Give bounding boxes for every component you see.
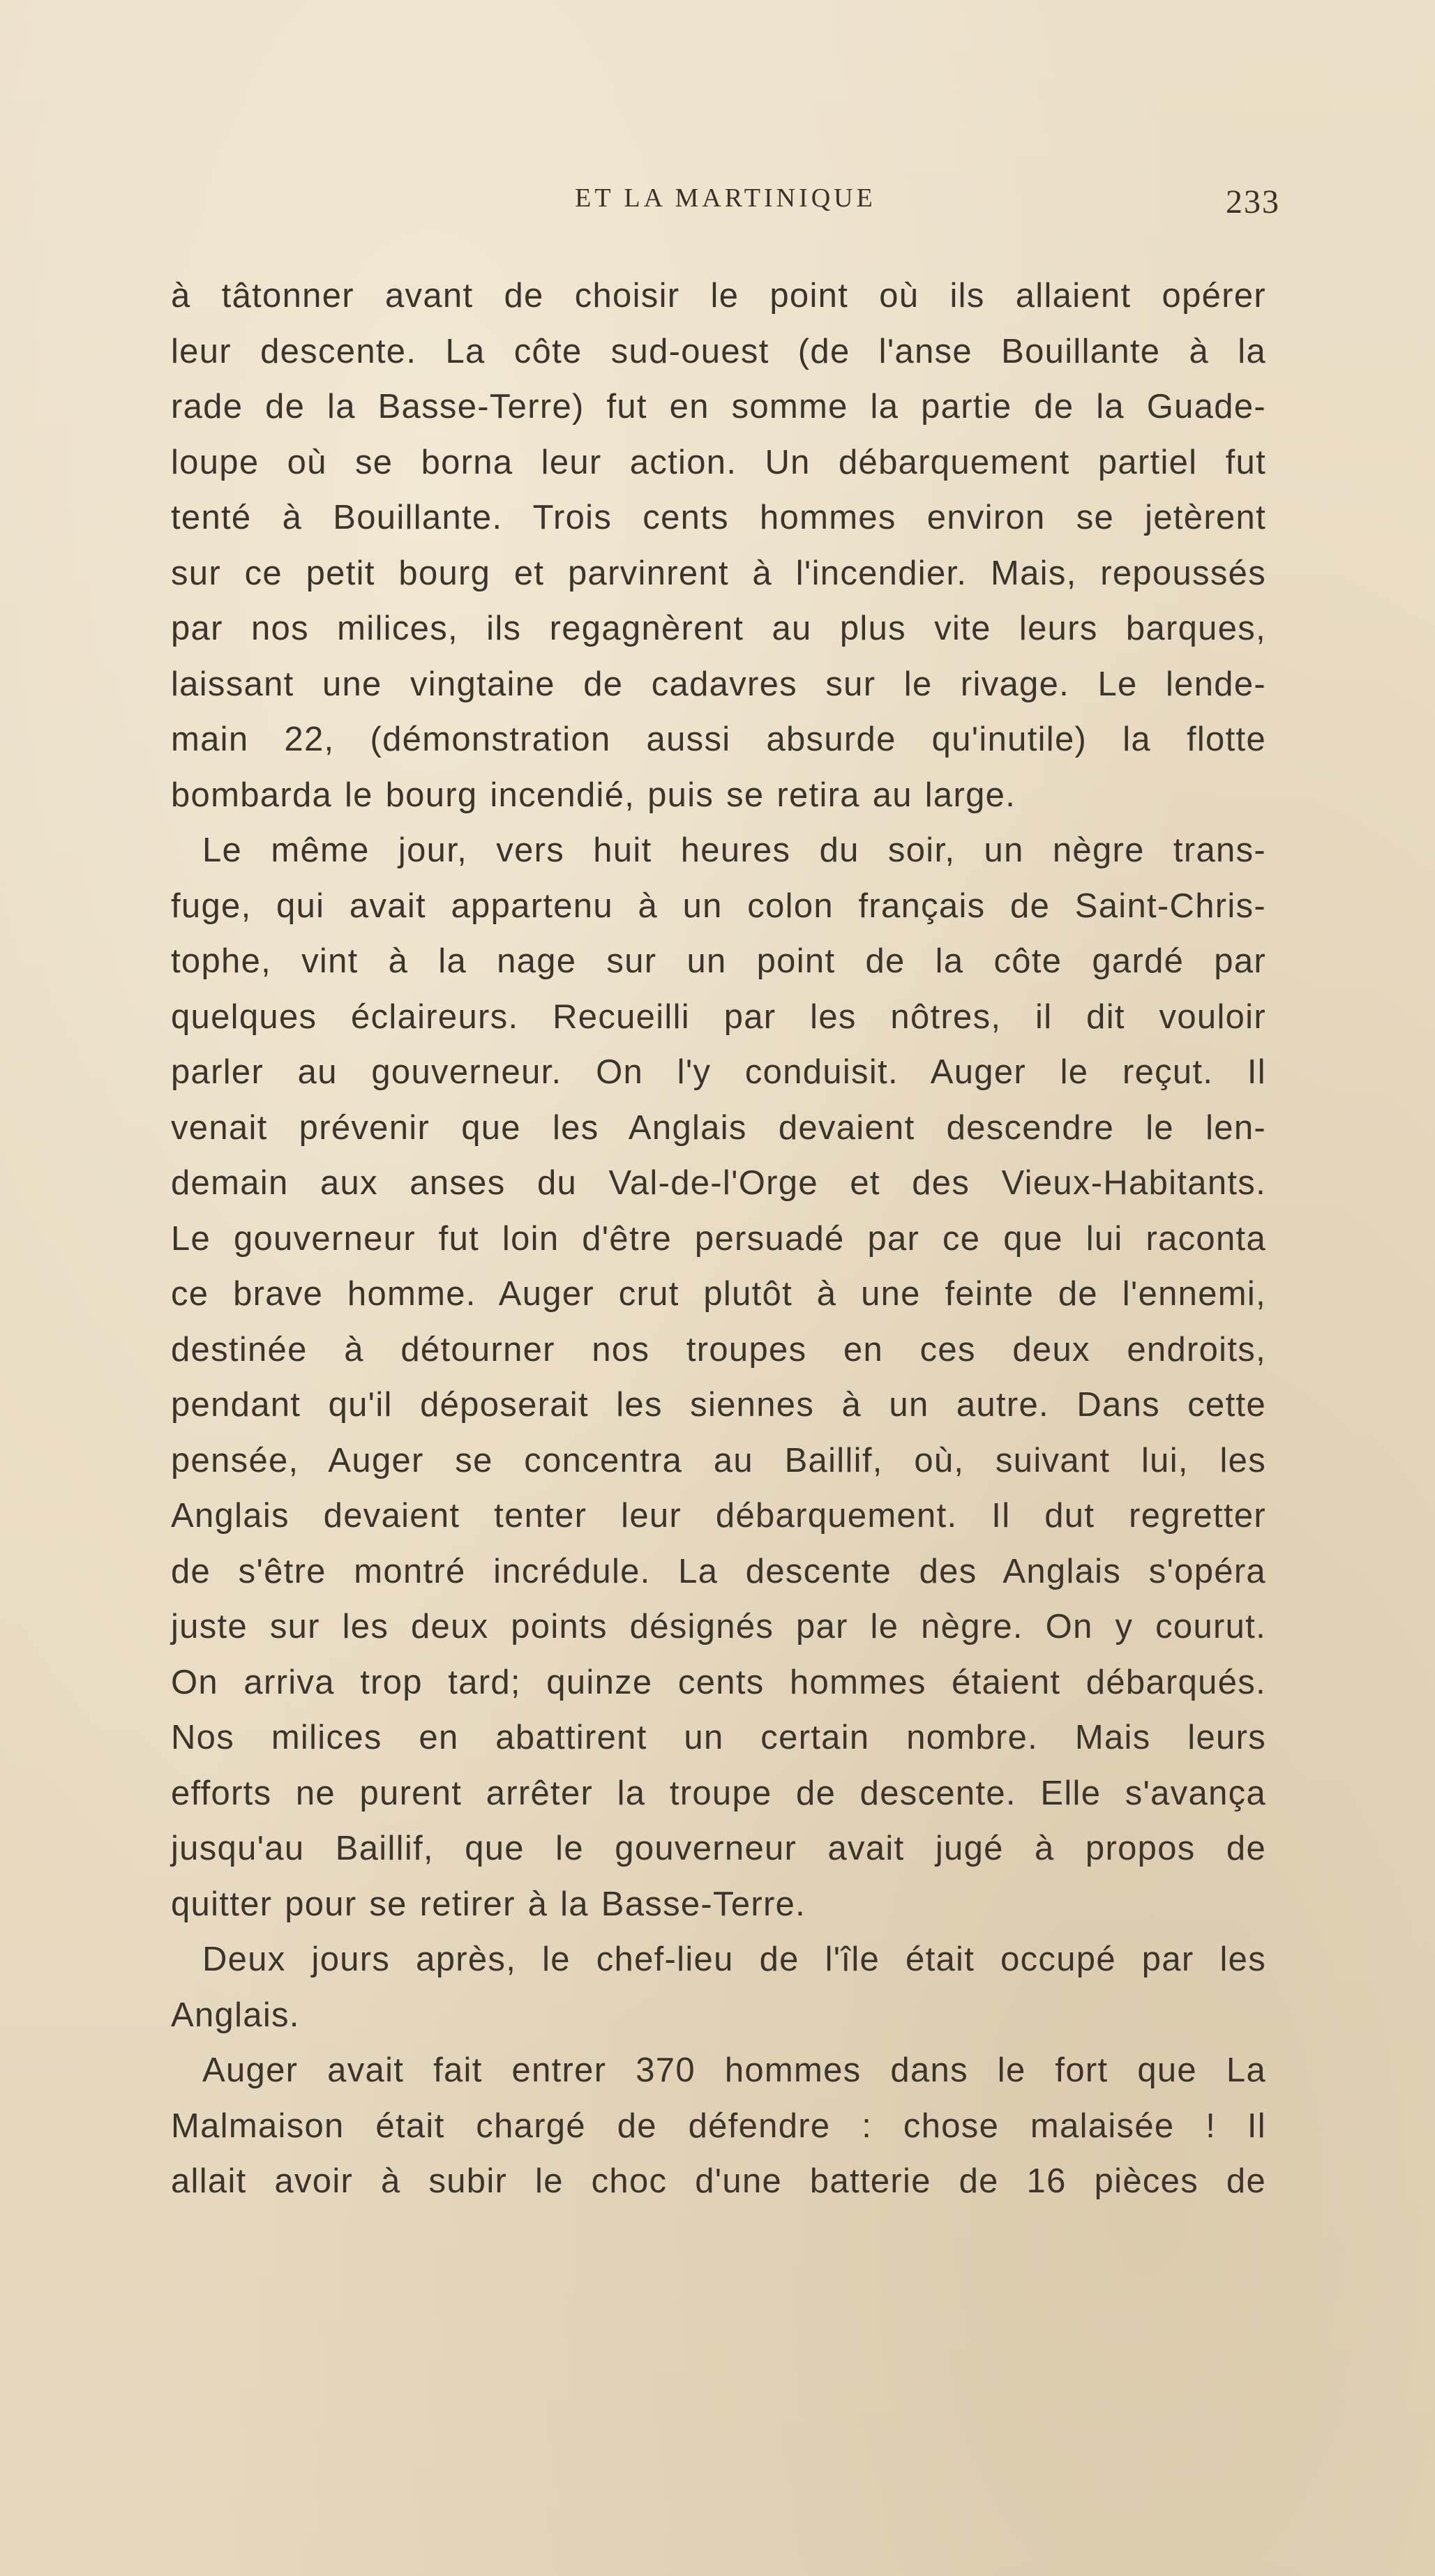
text-line: de s'être montré incrédule. La descente des Anglais s'opéra [171,1552,1266,1590]
text-line: Nos milices en abattirent un certain nombre. Mais leurs [171,1719,1266,1756]
body-text [171,269,1266,2210]
text-line: destinée à détourner nos troupes en ces deux endroits, [171,1330,1266,1369]
text-line: loupe où se borna leur action. Un débarquement partiel fut [171,443,1266,481]
text-line: quelques éclaireurs. Recueilli par les nôtres, il dit vouloir [171,997,1266,1036]
text-line: demain aux anses du Val-de-l'Orge et des Vieux-Habitants. [171,1164,1266,1202]
text-line: juste sur les deux points désignés par le nègre. On y courut. [171,1608,1266,1645]
text-line: rade de la Basse-Terre) fut en somme la partie de la Guade- [171,388,1266,425]
text-line: Le même jour, vers huit heures du soir, un nègre trans- [202,831,1266,869]
text-line: pensée, Auger se concentra au Baillif, où, suivant lui, les [171,1441,1266,1479]
text-line: à tâtonner avant de choisir le point où ils allaient opérer [171,277,1266,315]
text-line: Malmaison était chargé de défendre : chose malaisée ! Il [171,2107,1266,2145]
text-line: parler au gouverneur. On l'y conduisit. Auger le reçut. Il [171,1053,1266,1091]
text-line: tenté à Bouillante. Trois cents hommes environ se jetèrent [171,499,1266,536]
text-line: Auger avait fait entrer 370 hommes dans le fort que La [202,2051,1266,2089]
text-line: Anglais. [171,1996,300,2034]
text-line: efforts ne purent arrêter la troupe de descente. Elle s'avança [171,1774,1266,1812]
text-line: pendant qu'il déposerait les siennes à un autre. Dans cette [171,1386,1266,1424]
text-line: leur descente. La côte sud-ouest (de l'anse Bouillante à la [171,332,1266,370]
page-number: 233 [1226,183,1280,220]
text-line: venait prévenir que les Anglais devaient descendre le len- [171,1108,1266,1147]
text-line: sur ce petit bourg et parvinrent à l'incendier. Mais, repoussés [171,554,1266,592]
text-line: par nos milices, ils regagnèrent au plus vite leurs barques, [171,610,1266,647]
running-title: ET LA MARTINIQUE [575,183,876,213]
text-line: ce brave homme. Auger crut plutôt à une feinte de l'ennemi, [171,1275,1266,1313]
text-line: On arriva trop tard; quinze cents hommes étaient débarqués. [171,1663,1266,1701]
text-line: laissant une vingtaine de cadavres sur le rivage. Le lende- [171,665,1266,703]
text-line: Le gouverneur fut loin d'être persuadé par ce que lui raconta [171,1219,1266,1258]
text-line: tophe, vint à la nage sur un point de la côte gardé par [171,942,1266,980]
text-line: main 22, (démonstration aussi absurde qu'inutile) la flotte [171,721,1266,758]
text-line: quitter pour se retirer à la Basse-Terre. [171,1885,806,1923]
text-line: allait avoir à subir le choc d'une batterie de 16 pièces de [171,2162,1266,2200]
text-line: bombarda le bourg incendié, puis se retira au large. [171,776,1016,814]
text-line: fuge, qui avait appartenu à un colon français de Saint-Chris- [171,887,1266,925]
text-line: Deux jours après, le chef-lieu de l'île était occupé par les [202,1941,1266,1978]
running-head [171,183,1280,225]
text-line: Anglais devaient tenter leur débarquement. Il dut regretter [171,1497,1266,1535]
text-line: jusqu'au Baillif, que le gouverneur avait jugé à propos de [171,1830,1266,1867]
